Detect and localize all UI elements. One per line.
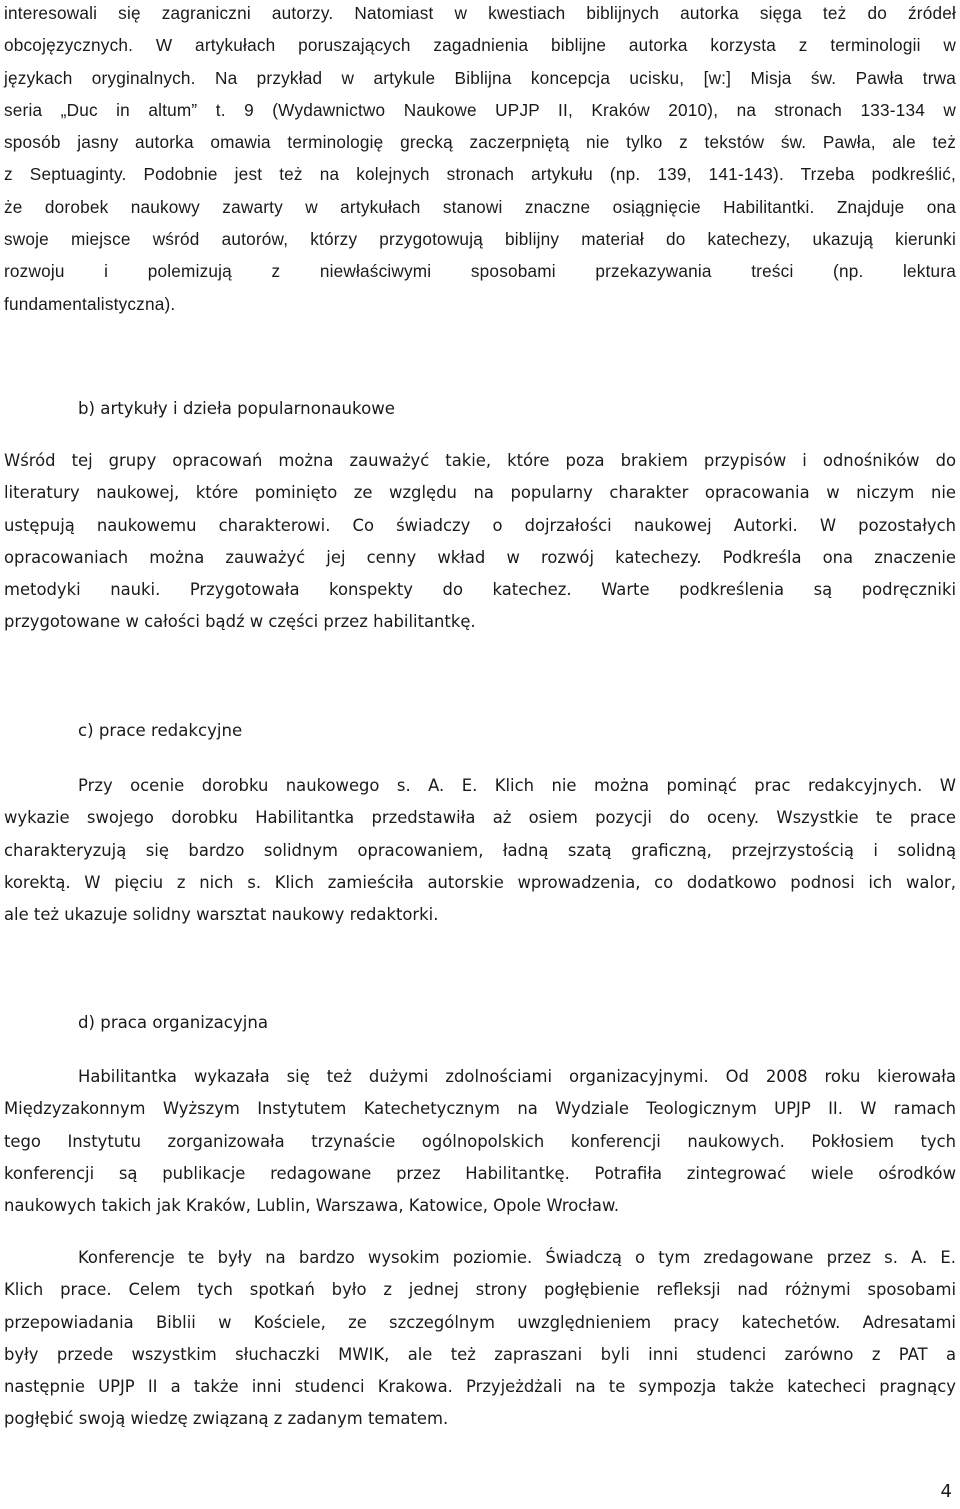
text-line: przygotowane w całości bądź w części przez habilitantkę.: [4, 612, 476, 632]
paragraph-intro: [4, 0, 956, 320]
text-line: były przede wszystkim słuchaczki MWIK, ale też zapraszani byli inni studenci zarówno z PAT a: [4, 1344, 956, 1364]
section-heading-b: b) artykuły i dzieła popularnonaukowe: [78, 399, 395, 418]
text-line: Wśród tej grupy opracowań można zauważyć takie, które poza brakiem przypisów i odnośników do: [4, 451, 956, 470]
text-line-content: Habilitantka wykazała się też dużymi zdolnościami organizacyjnymi. Od 2008 roku kierowała: [78, 1067, 956, 1086]
text-line-content: Przy ocenie dorobku naukowego s. A. E. Klich nie można pominąć prac redakcyjnych. W: [78, 776, 956, 795]
text-line: Międzyzakonnym Wyższym Instytutem Katechetycznym na Wydziale Teologicznym UPJP II. W ramach: [4, 1099, 956, 1119]
text-line: korektą. W pięciu z nich s. Klich zamieściła autorskie wprowadzenia, co dodatkowo podnosi ich walor,: [4, 872, 956, 892]
section-heading-d: d) praca organizacyjna: [78, 1013, 269, 1032]
text-line: tego Instytutu zorganizowała trzynaście ogólnopolskich konferencji naukowych. Pokłosiem tych: [4, 1131, 956, 1151]
text-line: interesowali się zagraniczni autorzy. Natomiast w kwestiach biblijnych autorka sięga też do źródeł: [4, 3, 956, 23]
text-line: charakteryzują się bardzo solidnym opracowaniem, ładną szatą graficzną, przejrzystością i solidną: [4, 840, 956, 860]
text-line: sposób jasny autorka omawia terminologię grecką zaczerpniętą nie tylko z tekstów św. Pawła, ale też: [4, 132, 956, 153]
text-line: następnie UPJP II a także inni studenci Krakowa. Przyjeżdżali na te sympozja także katecheci pragnący: [4, 1377, 956, 1397]
text-line: przepowiadania Biblii w Kościele, ze szczególnym uwzględnieniem pracy katechetów. Adresatami: [4, 1312, 956, 1332]
text-line: pogłębić swoją wiedzę związaną z zadanym tematem.: [4, 1409, 449, 1429]
text-line: obcojęzycznych. W artykułach poruszających zagadnienia biblijne autorka korzysta z terminologii w: [4, 35, 956, 56]
text-line: seria „Duc in altum” t. 9 (Wydawnictwo Naukowe UPJP II, Kraków 2010), na stronach 133-134 w: [4, 99, 956, 120]
text-line: literatury naukowej, które pominięto ze względu na popularny charakter opracowania w niczym nie: [4, 483, 956, 503]
text-line: [4, 1242, 956, 1274]
text-line: naukowych takich jak Kraków, Lublin, Warszawa, Katowice, Opole Wrocław.: [4, 1196, 620, 1216]
text-line: swoje miejsce wśród autorów, którzy przygotowują biblijny materiał do katechezy, ukazują kierunki: [4, 229, 956, 250]
text-line: ale też ukazuje solidny warsztat naukowy redaktorki.: [4, 905, 439, 925]
text-line: [4, 770, 956, 802]
text-line: opracowaniach można zauważyć jej cenny wkład w rozwój katechezy. Podkreśla ona znaczenie: [4, 547, 956, 567]
section-heading-c: c) prace redakcyjne: [78, 721, 243, 740]
text-line: konferencji są publikacje redagowane przez Habilitantkę. Potrafiła zintegrować wiele ośrodków: [4, 1163, 956, 1183]
paragraph-section-d-1: [4, 1061, 956, 1222]
paragraph-section-d-2: [4, 1242, 956, 1436]
text-line-content: Konferencje te były na bardzo wysokim poziomie. Świadczą o tym zredagowane przez s. A. E.: [78, 1248, 956, 1267]
paragraph-section-c: [4, 770, 956, 931]
text-line: ustępują naukowemu charakterowi. Co świadczy o dojrzałości naukowej Autorki. W pozostałych: [4, 515, 956, 535]
page-number: 4: [940, 1481, 952, 1502]
text-line: [4, 1061, 956, 1093]
paragraph-section-b: [4, 445, 956, 639]
text-line: fundamentalistyczna).: [4, 293, 176, 314]
text-line: że dorobek naukowy zawarty w artykułach stanowi znaczne osiągnięcie Habilitantki. Znajduje ona: [4, 196, 956, 217]
text-line: [4, 62, 956, 94]
text-line: wykazie swojego dorobku Habilitantka przedstawiła aż osiem pozycji do oceny. Wszystkie te prace: [4, 808, 956, 828]
text-line: z Septuaginty. Podobnie jest też na kolejnych stronach artykułu (np. 139, 141-143). Trzeba podkreślić,: [4, 164, 956, 185]
text-line-content: językach oryginalnych. Na przykład w artykule Biblijna koncepcja ucisku, [w:] Misja św. Pawła trwa: [4, 67, 956, 88]
text-line: Klich prace. Celem tych spotkań było z jednej strony pogłębienie refleksji nad różnymi sposobami: [4, 1280, 956, 1300]
text-line: rozwoju i polemizują z niewłaściwymi sposobami przekazywania treści (np. lektura: [4, 261, 956, 282]
text-line: metodyki nauki. Przygotowała konspekty do katechez. Warte podkreślenia są podręczniki: [4, 580, 956, 600]
